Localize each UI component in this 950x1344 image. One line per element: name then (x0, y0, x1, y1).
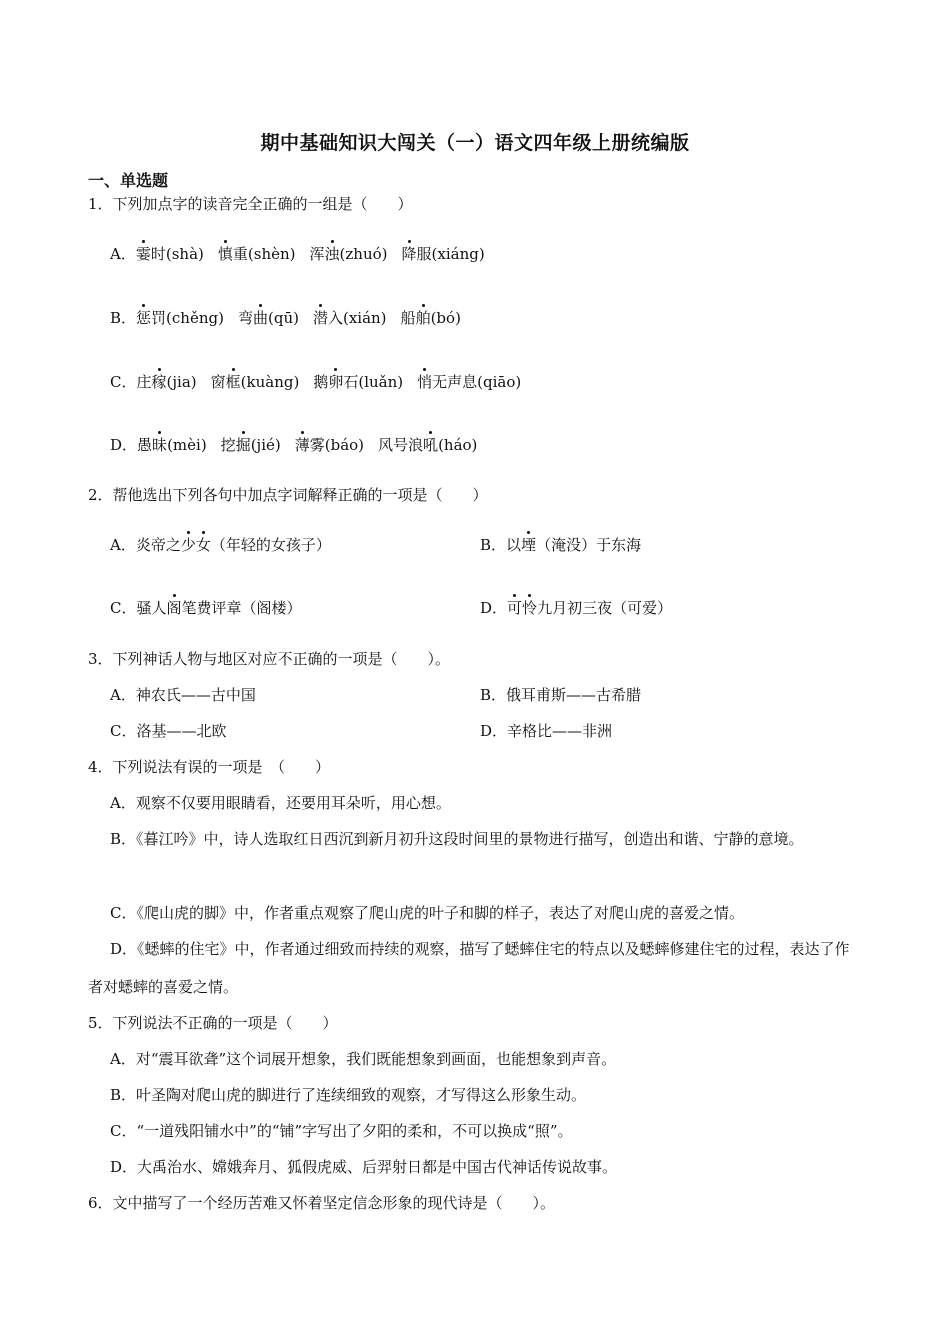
q5-option-a: A．对“震耳欲聋”这个词展开想象，我们既能想象到画面，也能想象到声音。 (110, 1050, 617, 1068)
page-title: 期中基础知识大闯关（一）语文四年级上册统编版 (260, 132, 690, 154)
q5-option-b: B．叶圣陶对爬山虎的脚进行了连续细致的观察，才写得这么形象生动。 (110, 1086, 587, 1104)
question-5-stem: 5．下列说法不正确的一项是（ ） (88, 1014, 338, 1032)
q3-option-a: A．神农氏——古中国 (110, 686, 256, 704)
q3-option-c: C．洛基——北欧 (110, 722, 227, 740)
question-3-stem: 3．下列神话人物与地区对应不正确的一项是（ ）。 (88, 650, 451, 668)
q4-option-c: C．《爬山虎的脚》中，作者重点观察了爬山虎的叶子和脚的样子，表达了对爬山虎的喜爱之情。 (110, 904, 744, 922)
q5-option-c: C．“一道残阳铺水中”的“铺”字写出了夕阳的柔和，不可以换成“照”。 (110, 1122, 573, 1140)
q2-option-a: A．炎帝之少女（年轻的女孩子） (110, 536, 331, 554)
question-1-stem: 1．下列加点字的读音完全正确的一组是（ ） (88, 195, 413, 213)
section-heading: 一、单选题 (88, 171, 169, 190)
q4-option-a: A．观察不仅要用眼睛看，还要用耳朵听，用心想。 (110, 794, 451, 812)
q5-option-d: D．大禹治水、嫦娥奔月、狐假虎威、后羿射日都是中国古代神话传说故事。 (110, 1158, 618, 1176)
q4-option-d: D．《蟋蟀的住宅》中，作者通过细致而持续的观察，描写了蟋蟀住宅的特点以及蟋蟀修建住宅的过程，表达了作者对蟋蟀的喜爱之情。 (88, 940, 850, 996)
q2-option-b: B．以堙（淹没）于东海 (480, 536, 642, 554)
q1-option-c: C．庄稼(jia) 窗框(kuàng) 鹅卵石(luǎn) 悄无声息(qiāo) (110, 373, 522, 391)
q1-option-d: D．愚昧(mèi) 挖掘(jié) 薄雾(báo) 风号浪吼(háo) (110, 436, 478, 454)
q2-option-c: C．骚人阁笔费评章（阁楼） (110, 599, 302, 617)
q2-option-d: D．可怜九月初三夜（可爱） (480, 599, 673, 617)
question-2-stem: 2．帮他选出下列各句中加点字词解释正确的一项是（ ） (88, 486, 488, 504)
q4-option-b: B．《暮江吟》中，诗人选取红日西沉到新月初升这段时间里的景物进行描写，创造出和谐、宁静的意境。 (110, 830, 804, 848)
question-4-stem: 4．下列说法有误的一项是 （ ） (88, 758, 331, 776)
q3-option-b: B．俄耳甫斯——古希腊 (480, 686, 642, 704)
q3-option-d: D．辛格比——非洲 (480, 722, 613, 740)
q1-option-a: A．霎时(shà) 慎重(shèn) 浑浊(zhuó) 降服(xiáng) (110, 245, 485, 263)
question-6-stem: 6．文中描写了一个经历苦难又怀着坚定信念形象的现代诗是（ ）。 (88, 1194, 556, 1212)
q1-option-b: B．惩罚(chěng) 弯曲(qū) 潜入(xián) 船舶(bó) (110, 309, 461, 327)
